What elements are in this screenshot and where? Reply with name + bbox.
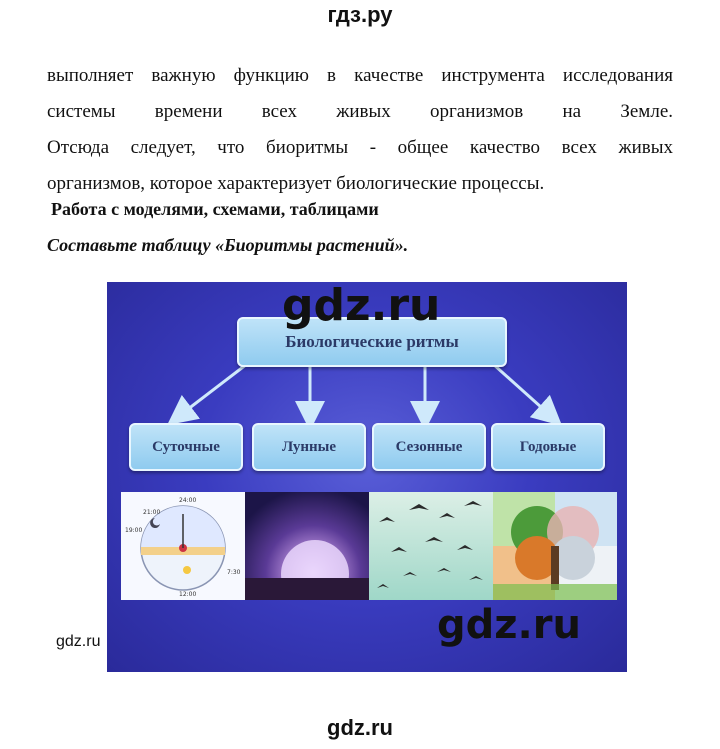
section-heading: Работа с моделями, схемами, таблицами	[51, 199, 379, 219]
arrow-to-annual	[493, 364, 551, 416]
site-watermark-top: гдз.ру	[327, 2, 393, 27]
lunar-image	[245, 492, 369, 600]
birds-illustration	[369, 492, 493, 600]
slide-watermark-bottom: gdz.ru	[437, 602, 581, 648]
clock-time-label: 24:00	[179, 497, 197, 504]
four-seasons-tree-illustration	[493, 492, 617, 600]
paragraph-line: организмов, которое характеризует биологические процессы.	[47, 173, 545, 194]
biorhythms-diagram	[107, 282, 627, 672]
category-seasonal: Сезонные	[372, 423, 486, 471]
seasonal-image	[369, 492, 493, 600]
category-lunar: Лунные	[252, 423, 366, 471]
category-annual: Годовые	[491, 423, 605, 471]
annual-image	[493, 492, 617, 600]
paragraph-line: системы времени всех живых организмов на Земле.	[47, 101, 673, 122]
task-statement: Составьте таблицу «Биоритмы растений».	[47, 235, 409, 255]
slide-watermark-top: gdz.ru	[282, 282, 441, 331]
diagram-root-box: Биологические ритмы	[237, 317, 507, 367]
clock-time-label: 12:00	[179, 591, 197, 598]
daily-clock-image	[121, 492, 245, 600]
paragraph-line: выполняет важную функцию в качестве инструмента исследования	[47, 65, 673, 86]
clock-time-label: 7:30	[227, 569, 241, 576]
paragraph-line: Отсюда следует, что биоритмы - общее качество всех живых	[47, 137, 673, 158]
site-watermark-bottom: gdz.ru	[327, 715, 393, 740]
body-paragraph	[47, 58, 673, 202]
clock-time-label: 21:00	[143, 509, 161, 516]
moon-illustration	[245, 492, 369, 600]
site-watermark-left: gdz.ru	[56, 633, 101, 650]
clock-illustration	[121, 492, 245, 600]
arrow-to-daily	[179, 364, 247, 416]
category-daily: Суточные	[129, 423, 243, 471]
clock-time-label: 19:00	[125, 527, 143, 534]
